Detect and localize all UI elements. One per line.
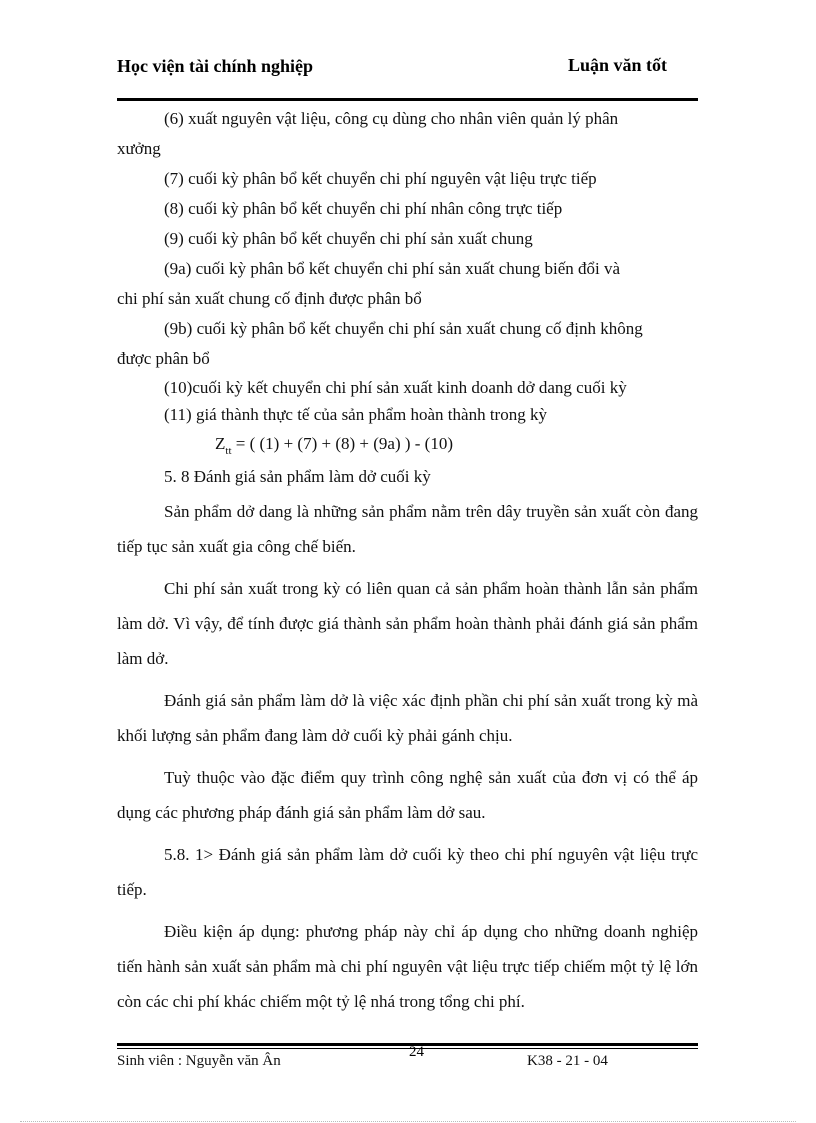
paragraph-work-in-progress: Sản phẩm dở dang là những sản phẩm nằm trên dây truyền sản xuất còn đang tiếp tục sản xuất gia công chế biến. <box>117 502 698 556</box>
item-6-line2: xưởng <box>117 139 161 158</box>
item-11: (11) giá thành thực tế của sản phẩm hoàn thành trong kỳ <box>164 405 547 424</box>
paragraph-conditions: Điều kiện áp dụng: phương pháp này chỉ áp dụng cho những doanh nghiệp tiến hành sản xuất sản phẩm mà chi phí nguyên vật liệu trực tiếp chiếm một tỷ lệ lớn còn các chi phí khác chiếm một tỷ lệ nhá trong tổng chi phí. <box>117 922 698 1011</box>
item-7: (7) cuối kỳ phân bổ kết chuyển chi phí nguyên vật liệu trực tiếp <box>164 169 597 188</box>
section-heading-5-8: 5. 8 Đánh giá sản phẩm làm dở cuối kỳ <box>164 467 431 486</box>
footer-student: Sinh viên : Nguyễn văn Ân <box>117 1053 281 1069</box>
paragraph-production-cost: Chi phí sản xuất trong kỳ có liên quan cả sản phẩm hoàn thành lẫn sản phẩm làm dở. Vì vậy, để tính được giá thành sản phẩm hoàn thành phải đánh giá sản phẩm làm dở. <box>117 579 698 668</box>
footer-rule-thick <box>117 1043 698 1046</box>
footer-class-code: K38 - 21 - 04 <box>527 1053 608 1069</box>
item-9b-line2: được phân bổ <box>117 349 210 368</box>
page-number: 24 <box>409 1044 424 1060</box>
item-6-line1: (6) xuất nguyên vật liệu, công cụ dùng cho nhân viên quản lý phân <box>164 109 619 128</box>
document-body <box>117 104 698 1019</box>
formula-zt <box>117 428 698 460</box>
formula-z: Z <box>215 434 226 453</box>
item-10: (10)cuối kỳ kết chuyển chi phí sản xuất kinh doanh dở dang cuối kỳ <box>164 378 627 397</box>
page-edge-dotted-line <box>20 1121 796 1122</box>
item-9a-line2: chi phí sản xuất chung cố định được phân bổ <box>117 289 422 308</box>
formula-expression: = ( (1) + (7) + (8) + (9a) ) - (10) <box>231 434 454 453</box>
item-9: (9) cuối kỳ phân bổ kết chuyển chi phí sản xuất chung <box>164 229 533 248</box>
paragraph-methods: Tuỳ thuộc vào đặc điểm quy trình công nghệ sản xuất của đơn vị có thể áp dụng các phương pháp đánh giá sản phẩm làm dở sau. <box>117 768 698 822</box>
paragraph-evaluation: Đánh giá sản phẩm làm dở là việc xác định phần chi phí sản xuất trong kỳ mà khối lượng sản phẩm đang làm dở cuối kỳ phải gánh chịu. <box>117 691 698 745</box>
paragraph-5-8-1: 5.8. 1> Đánh giá sản phẩm làm dở cuối kỳ theo chi phí nguyên vật liệu trực tiếp. <box>117 845 698 899</box>
header-institution: Học viện tài chính nghiệp <box>117 56 314 76</box>
header-title: Luận văn tốt <box>568 55 668 75</box>
formula-subscript: tt <box>225 445 232 457</box>
footer-rule-thin <box>117 1048 698 1049</box>
header-rule <box>117 98 698 101</box>
item-8: (8) cuối kỳ phân bổ kết chuyển chi phí nhân công trực tiếp <box>164 199 563 218</box>
item-9a-line1: (9a) cuối kỳ phân bổ kết chuyển chi phí sản xuất chung biến đổi và <box>164 259 621 278</box>
item-9b-line1: (9b) cuối kỳ phân bổ kết chuyển chi phí sản xuất chung cố định không <box>164 319 643 338</box>
